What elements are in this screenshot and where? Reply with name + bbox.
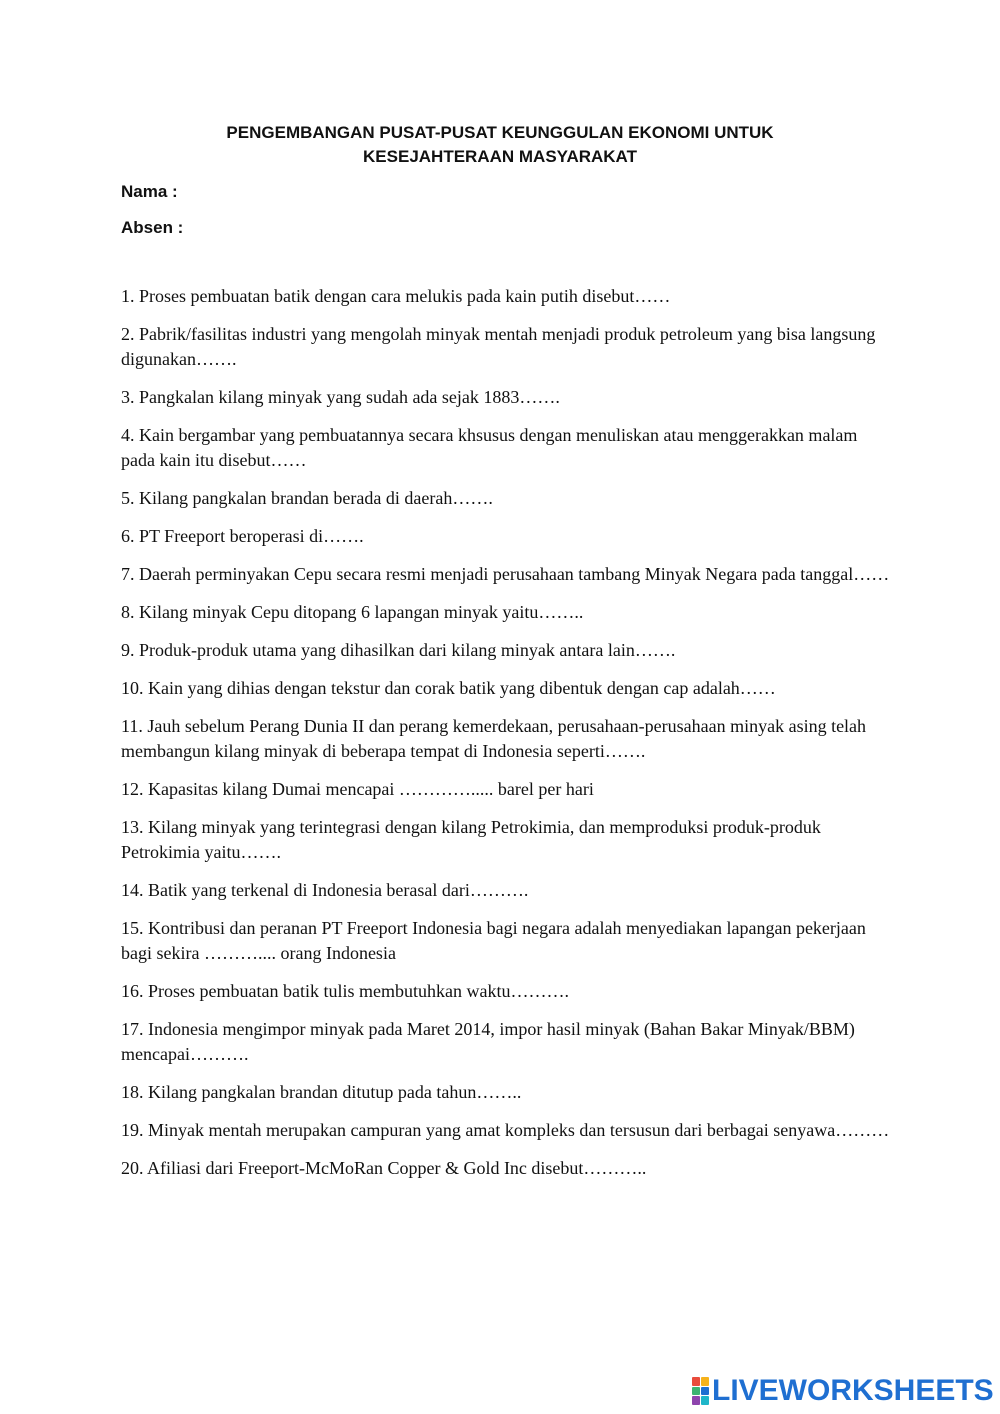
logo-icon-block (701, 1396, 709, 1405)
question-item: 5. Kilang pangkalan brandan berada di daerah……. (121, 488, 493, 508)
question-item: 9. Produk-produk utama yang dihasilkan dari kilang minyak antara lain……. (121, 640, 676, 660)
logo-icon-block (701, 1377, 709, 1386)
page-title (120, 121, 880, 169)
question-item: 13. Kilang minyak yang terintegrasi dengan kilang Petrokimia, dan memproduksi produk-produk Petrokimia yaitu……. (121, 817, 821, 862)
question-item: 14. Batik yang terkenal di Indonesia berasal dari………. (121, 880, 529, 900)
question-list (121, 284, 891, 1194)
logo-text: LIVEWORKSHEETS (712, 1374, 994, 1407)
question-item: 20. Afiliasi dari Freeport-McMoRan Copper & Gold Inc disebut……….. (121, 1158, 647, 1178)
question-item: 15. Kontribusi dan peranan PT Freeport Indonesia bagi negara adalah menyediakan lapangan pekerjaan bagi sekira ……….... orang Indonesia (121, 918, 866, 963)
question-item: 10. Kain yang dihias dengan tekstur dan corak batik yang dibentuk dengan cap adalah…… (121, 678, 776, 698)
question-item: 2. Pabrik/fasilitas industri yang mengolah minyak mentah menjadi produk petroleum yang bisa langsung digunakan……. (121, 324, 876, 369)
question-item: 12. Kapasitas kilang Dumai mencapai …………..... barel per hari (121, 779, 594, 799)
name-label: Nama : (121, 182, 178, 201)
question-item: 3. Pangkalan kilang minyak yang sudah ada sejak 1883……. (121, 387, 560, 407)
logo-icon-block (701, 1387, 709, 1396)
question-item: 7. Daerah perminyakan Cepu secara resmi menjadi perusahaan tambang Minyak Negara pada tanggal…… (121, 564, 890, 584)
question-item: 6. PT Freeport beroperasi di……. (121, 526, 364, 546)
question-item: 8. Kilang minyak Cepu ditopang 6 lapangan minyak yaitu…….. (121, 602, 584, 622)
question-item: 11. Jauh sebelum Perang Dunia II dan perang kemerdekaan, perusahaan-perusahaan minyak asing telah membangun kilang minyak di beberapa tempat di Indonesia seperti……. (121, 716, 867, 761)
title-line-2: KESEJAHTERAAN MASYARAKAT (363, 147, 637, 166)
question-item: 1. Proses pembuatan batik dengan cara melukis pada kain putih disebut…… (121, 286, 671, 306)
attendance-number-label: Absen : (121, 218, 184, 237)
liveworksheets-logo[interactable] (692, 1374, 994, 1408)
title-line-1: PENGEMBANGAN PUSAT-PUSAT KEUNGGULAN EKONOMI UNTUK (226, 123, 774, 142)
logo-icon-block (692, 1396, 700, 1405)
logo-icon-block (692, 1377, 700, 1386)
question-item: 18. Kilang pangkalan brandan ditutup pada tahun…….. (121, 1082, 522, 1102)
liveworksheets-logo-icon (692, 1377, 709, 1405)
question-item: 19. Minyak mentah merupakan campuran yang amat kompleks dan tersusun dari berbagai senyawa……… (121, 1120, 890, 1140)
question-item: 16. Proses pembuatan batik tulis membutuhkan waktu………. (121, 981, 569, 1001)
question-item: 4. Kain bergambar yang pembuatannya secara khsusus dengan menuliskan atau menggerakkan malam pada kain itu disebut…… (121, 425, 858, 470)
question-item: 17. Indonesia mengimpor minyak pada Maret 2014, impor hasil minyak (Bahan Bakar Minyak/BBM) mencapai………. (121, 1019, 855, 1064)
logo-icon-block (692, 1387, 700, 1396)
